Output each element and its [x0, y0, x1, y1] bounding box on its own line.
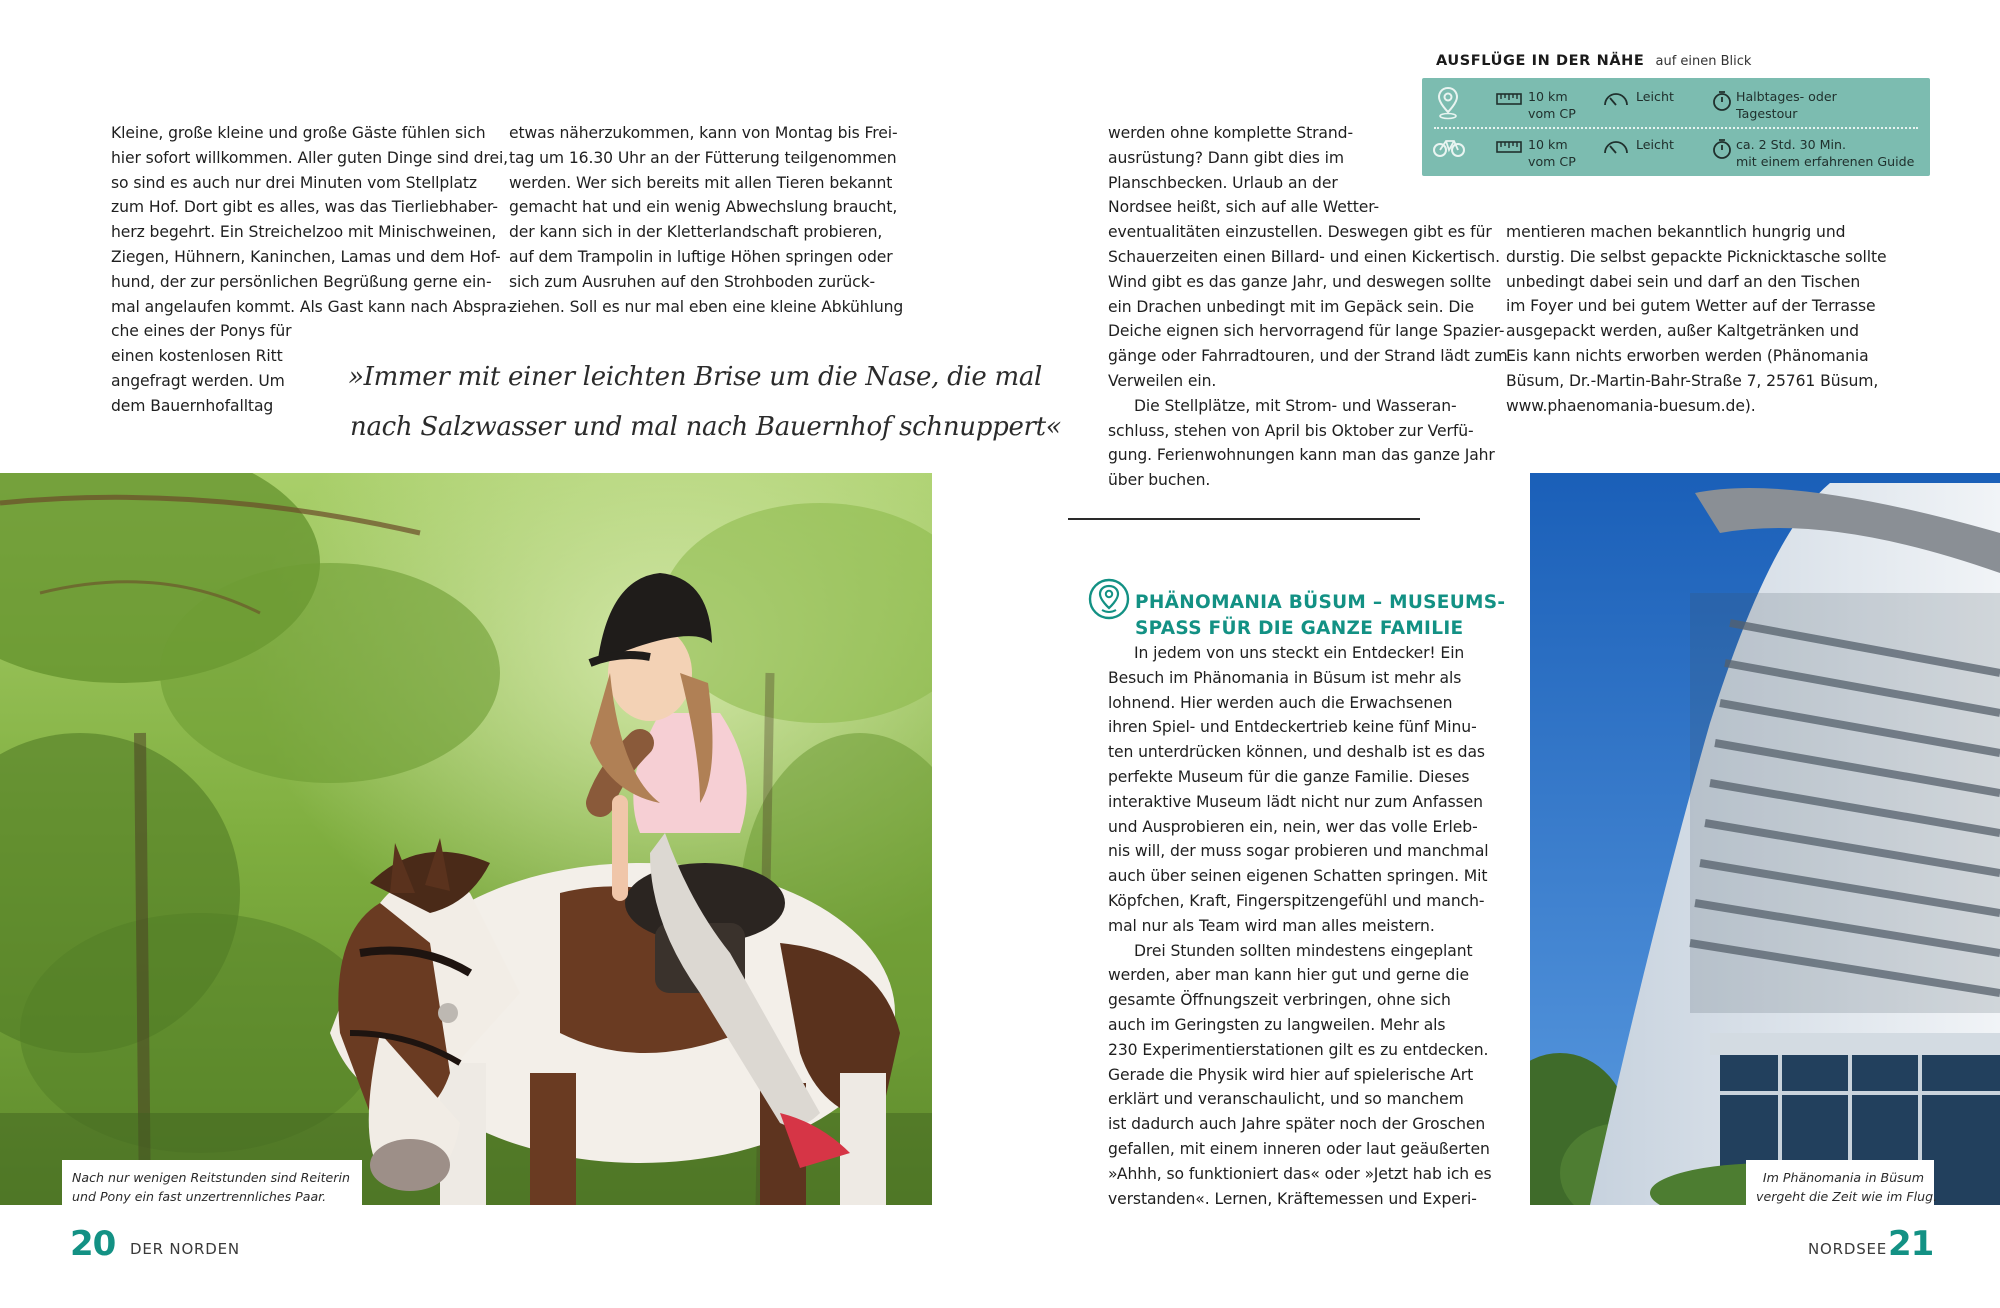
text-line: werden. Wer sich bereits mit allen Tieren bekannt	[509, 173, 893, 192]
text-line: so sind es auch nur drei Minuten vom Stellplatz	[111, 173, 478, 192]
page-number-right: 21	[1888, 1224, 1934, 1264]
text-line: gefallen, mit einem inneren oder laut geäußerten	[1108, 1139, 1490, 1158]
right-column-1-top	[1108, 121, 1508, 493]
text-line: Schauerzeiten einen Billard- und einen Kickertisch.	[1108, 247, 1500, 266]
info-row-bike	[1422, 132, 1930, 178]
section-label-left: DER NORDEN	[130, 1240, 240, 1258]
duration-value	[1736, 136, 1914, 170]
text-line: auch im Geringsten zu langweilen. Mehr als	[1108, 1015, 1446, 1034]
text-line: hier sofort willkommen. Aller guten Dinge sind drei,	[111, 148, 509, 167]
text-line: etwas näherzukommen, kann von Montag bis Frei-	[509, 124, 898, 142]
text-line: im Foyer und bei gutem Wetter auf der Terrasse	[1506, 297, 1876, 316]
text-line: ihren Spiel- und Entdeckertrieb keine fünf Minu-	[1108, 718, 1477, 737]
ruler-icon	[1496, 92, 1522, 106]
text-line: dem Bauernhofalltag	[111, 396, 274, 415]
text-line: ziehen. Soll es nur mal eben eine kleine Abkühlung	[509, 297, 904, 316]
duration-line: Tagestour	[1736, 106, 1798, 121]
text-line: auch über seinen eigenen Schatten springen. Mit	[1108, 867, 1488, 886]
map-pin-icon	[1436, 86, 1460, 120]
museum-photo	[1530, 473, 2000, 1205]
text-line: tag um 16.30 Uhr an der Fütterung teilgenommen	[509, 148, 897, 167]
text-line: Gerade die Physik wird hier auf spielerische Art	[1108, 1065, 1474, 1084]
stopwatch-icon	[1712, 90, 1732, 112]
text-line: Die Stellplätze, mit Strom- und Wasseran-	[1134, 396, 1457, 415]
text-line: interaktive Museum lädt nicht nur zum Anfassen	[1108, 792, 1483, 811]
text-line: Verweilen ein.	[1108, 371, 1217, 390]
pull-quote-line: »Immer mit einer leichten Brise um die Nase, die mal	[348, 362, 1043, 392]
text-line: Büsum, Dr.-Martin-Bahr-Straße 7, 25761 Büsum,	[1506, 371, 1879, 390]
text-line: der kann sich in der Kletterlandschaft probieren,	[509, 223, 883, 242]
distance-value	[1528, 88, 1576, 122]
text-line: gemacht hat und ein wenig Abwechslung braucht,	[509, 198, 898, 217]
text-line: Planschbecken. Urlaub an der	[1108, 173, 1338, 192]
museum-photo-caption	[1746, 1160, 1938, 1206]
distance-line: 10 km	[1528, 137, 1568, 152]
text-line: mal angelaufen kommt. Als Gast kann nach Abspra-	[111, 297, 513, 316]
distance-line: 10 km	[1528, 89, 1568, 104]
info-box-title-sub: auf einen Blick	[1655, 54, 1752, 69]
right-column-2	[1506, 220, 1906, 418]
text-line: perfekte Museum für die ganze Familie. Dieses	[1108, 767, 1470, 786]
text-line: Kleine, große kleine und große Gäste fühlen sich	[111, 124, 486, 142]
excursion-info-box	[1422, 78, 1930, 176]
distance-value	[1528, 136, 1576, 170]
text-line: Wind gibt es das ganze Jahr, und deswegen sollte	[1108, 272, 1492, 291]
caption-line: Im Phänomania in Büsum	[1762, 1170, 1924, 1185]
pony-photo-caption	[62, 1160, 362, 1206]
text-line: ten unterdrücken können, und deshalb ist es das	[1108, 743, 1485, 762]
heading-line: PHÄNOMANIA BÜSUM – MUSEUMS-	[1135, 592, 1506, 613]
text-line: werden ohne komplette Strand-	[1108, 124, 1353, 142]
distance-line: vom CP	[1528, 106, 1576, 121]
ruler-icon	[1496, 140, 1522, 154]
pull-quote-line: nach Salzwasser und mal nach Bauernhof schnuppert«	[350, 412, 1062, 442]
info-row-walk	[1422, 84, 1930, 130]
section-label-right: NORDSEE	[1808, 1240, 1888, 1258]
difficulty-value: Leicht	[1636, 137, 1674, 152]
stopwatch-icon	[1712, 138, 1732, 160]
text-line: In jedem von uns steckt ein Entdecker! Ein	[1134, 644, 1465, 662]
info-box-title-main: AUSFLÜGE IN DER NÄHE	[1436, 53, 1645, 69]
caption-line: Nach nur wenigen Reitstunden sind Reiterin	[72, 1170, 350, 1185]
text-line: ein Drachen unbedingt mit im Gepäck sein. Die	[1108, 297, 1475, 316]
duration-line: ca. 2 Std. 30 Min.	[1736, 137, 1846, 152]
text-line: 230 Experimentierstationen gilt es zu entdecken.	[1108, 1040, 1489, 1059]
text-line: Köpfchen, Kraft, Fingerspitzengefühl und manch-	[1108, 891, 1485, 910]
page-number-left: 20	[70, 1224, 116, 1264]
text-line: ist dadurch auch Jahre später noch der Groschen	[1108, 1115, 1486, 1134]
difficulty-value: Leicht	[1636, 89, 1674, 104]
text-line: sich zum Ausruhen auf den Strohboden zurück-	[509, 272, 876, 291]
text-line: ausrüstung? Dann gibt dies im	[1108, 148, 1345, 167]
caption-line: vergeht die Zeit wie im Flug.	[1756, 1189, 1938, 1204]
text-line: gesamte Öffnungszeit verbringen, ohne sich	[1108, 991, 1451, 1010]
distance-line: vom CP	[1528, 154, 1576, 169]
text-line: Besuch im Phänomania in Büsum ist mehr als	[1108, 668, 1462, 687]
pony-photo	[0, 473, 932, 1205]
text-line: schluss, stehen von April bis Oktober zur Verfü-	[1108, 421, 1474, 440]
duration-line: Halbtages- oder	[1736, 89, 1837, 104]
text-line: eventualitäten einzustellen. Deswegen gibt es für	[1108, 223, 1492, 242]
heading-line: SPASS FÜR DIE GANZE FAMILIE	[1135, 618, 1464, 639]
text-line: einen kostenlosen Ritt	[111, 347, 283, 366]
text-line: Eis kann nichts erworben werden (Phänomania	[1506, 346, 1869, 365]
info-box-divider	[1434, 127, 1918, 129]
text-line: unbedingt dabei sein und darf an den Tischen	[1506, 272, 1861, 291]
text-line: durstig. Die selbst gepackte Picknicktasche sollte	[1506, 247, 1887, 266]
text-line: Drei Stunden sollten mindestens eingeplant	[1134, 941, 1473, 960]
text-line: nis will, der muss sogar probieren und manchmal	[1108, 842, 1489, 861]
text-line: Nordsee heißt, sich auf alle Wetter-	[1108, 198, 1380, 217]
text-line: ausgepackt werden, außer Kaltgetränken und	[1506, 322, 1859, 341]
text-line: gänge oder Fahrradtouren, und der Strand lädt zum	[1108, 347, 1508, 366]
section-divider	[1068, 518, 1420, 520]
text-line: lohnend. Hier werden auch die Erwachsenen	[1108, 693, 1453, 712]
left-column-2	[509, 121, 904, 319]
text-line: und Ausprobieren ein, nein, wer das volle Erleb-	[1108, 817, 1478, 836]
text-line: Ziegen, Hühnern, Kaninchen, Lamas und dem Hof-	[111, 247, 501, 266]
text-line: zum Hof. Dort gibt es alles, was das Tierliebhaber-	[111, 198, 498, 217]
text-line: herz begehrt. Ein Streichelzoo mit Minischweinen,	[111, 223, 497, 242]
text-line: erklärt und veranschaulicht, und so manchem	[1108, 1090, 1464, 1109]
section-body	[1108, 641, 1508, 1211]
pull-quote	[348, 352, 1061, 452]
text-line: gung. Ferienwohnungen kann man das ganze Jahr	[1108, 446, 1495, 465]
location-pin-icon	[1088, 578, 1130, 620]
text-line: auf dem Trampolin in luftige Höhen springen oder	[509, 247, 893, 266]
text-line: mal nur als Team wird man alles meistern.	[1108, 916, 1435, 935]
text-line: hund, der zur persönlichen Begrüßung gerne ein-	[111, 272, 492, 291]
text-line: »Ahhh, so funktioniert das« oder »Jetzt hab ich es	[1108, 1164, 1492, 1183]
section-heading	[1135, 590, 1505, 642]
text-line: werden, aber man kann hier gut und gerne die	[1108, 966, 1469, 985]
duration-value	[1736, 88, 1837, 122]
text-line: über buchen.	[1108, 471, 1211, 490]
text-line: mentieren machen bekanntlich hungrig und	[1506, 223, 1846, 241]
text-line: che eines der Ponys für	[111, 322, 292, 341]
caption-line: und Pony ein fast unzertrennliches Paar.	[72, 1189, 327, 1204]
duration-line: mit einem erfahrenen Guide	[1736, 154, 1915, 169]
text-line: angefragt werden. Um	[111, 371, 285, 390]
difficulty-gauge-icon	[1602, 90, 1630, 108]
text-line: Deiche eignen sich hervorragend für lange Spazier-	[1108, 322, 1505, 341]
info-box-title	[1436, 50, 1751, 69]
text-line: verstanden«. Lernen, Kräftemessen und Experi-	[1108, 1189, 1477, 1208]
difficulty-gauge-icon	[1602, 138, 1630, 156]
text-line: www.phaenomania-buesum.de).	[1506, 396, 1756, 415]
